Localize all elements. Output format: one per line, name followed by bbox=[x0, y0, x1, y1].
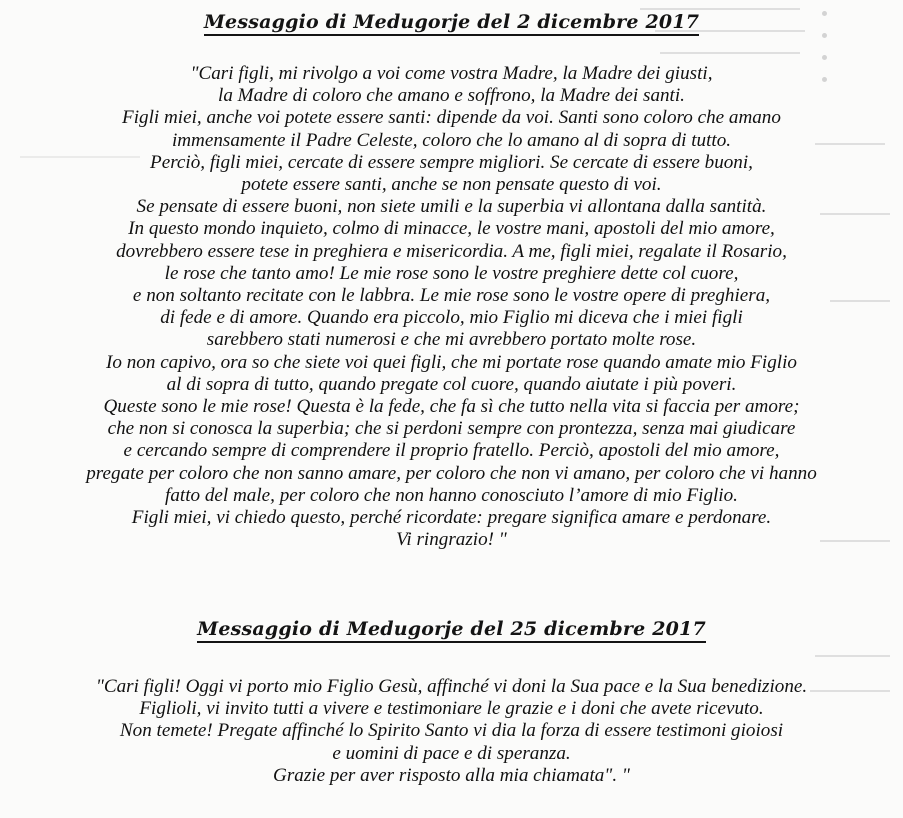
message-line: dovrebbero essere tese in preghiera e misericordia. A me, figli miei, regalate il Rosario, bbox=[116, 240, 787, 262]
bleed-through-dot bbox=[822, 55, 827, 60]
bleed-through-dot bbox=[822, 33, 827, 38]
message-line: di fede e di amore. Quando era piccolo, mio Figlio mi diceva che i miei figli bbox=[160, 307, 743, 329]
message-line: pregate per coloro che non sanno amare, per coloro che non vi amano, per coloro che vi hanno bbox=[86, 462, 817, 484]
message-line: Queste sono le mie rose! Questa è la fede, che fa sì che tutto nella vita si faccia per amore; bbox=[103, 396, 800, 418]
message-heading-text: Messaggio di Medugorje del 2 dicembre 2017 bbox=[204, 11, 699, 36]
message-heading bbox=[0, 11, 903, 33]
message-body bbox=[0, 63, 903, 551]
message-line: fatto del male, per coloro che non hanno conosciuto l’amore di mio Figlio. bbox=[165, 484, 738, 506]
message-line: "Cari figli, mi rivolgo a voi come vostra Madre, la Madre dei giusti, bbox=[190, 63, 713, 84]
message-line: Grazie per aver risposto alla mia chiamata". " bbox=[273, 764, 630, 786]
message-body bbox=[0, 676, 903, 787]
message-line: e cercando sempre di comprendere il proprio fratello. Perciò, apostoli del mio amore, bbox=[123, 440, 780, 462]
message-line: e non soltanto recitate con le labbra. Le mie rose sono le vostre opere di preghiera, bbox=[132, 285, 771, 307]
bleed-through-mark bbox=[815, 655, 890, 657]
message-line: al di sopra di tutto, quando pregate col cuore, quando aiutate i più poveri. bbox=[166, 373, 737, 395]
message-line: potete essere santi, anche se non pensate questo di voi. bbox=[241, 174, 662, 196]
message-line: Vi ringrazio! " bbox=[396, 529, 507, 551]
message-line: Figli miei, vi chiedo questo, perché ricordate: pregare significa amare e perdonare. bbox=[131, 507, 772, 529]
message-line: Figli miei, anche voi potete essere santi: dipende da voi. Santi sono coloro che amano bbox=[122, 107, 781, 129]
message-line: Se pensate di essere buoni, non siete umili e la superbia vi allontana dalla santità. bbox=[136, 196, 767, 218]
message-line: Io non capivo, ora so che siete voi quei figli, che mi portate rose quando amate mio Figlio bbox=[106, 351, 797, 373]
message-line: In questo mondo inquieto, colmo di minacce, le vostre mani, apostoli del mio amore, bbox=[128, 218, 775, 240]
message-line: Perciò, figli miei, cercate di essere sempre migliori. Se cercate di essere buoni, bbox=[150, 151, 753, 173]
message-line: che non si conosca la superbia; che si perdoni sempre con prontezza, senza mai giudicare bbox=[107, 418, 796, 440]
message-line: Non temete! Pregate affinché lo Spirito Santo vi dia la forza di essere testimoni gioiosi bbox=[119, 720, 784, 742]
bleed-through-mark bbox=[660, 52, 800, 54]
message-heading-text: Messaggio di Medugorje del 25 dicembre 2017 bbox=[197, 618, 706, 643]
message-line: Figlioli, vi invito tutti a vivere e testimoniare le grazie e i doni che avete ricevuto. bbox=[139, 698, 764, 720]
bleed-through-mark bbox=[640, 8, 800, 10]
message-line: immensamente il Padre Celeste, coloro che lo amano al di sopra di tutto. bbox=[171, 129, 732, 151]
message-heading bbox=[0, 618, 903, 640]
message-line: "Cari figli! Oggi vi porto mio Figlio Gesù, affinché vi doni la Sua pace e la Sua benedizione. bbox=[95, 676, 808, 697]
message-line: sarebbero stati numerosi e che mi avrebbero portato molte rose. bbox=[206, 329, 697, 351]
message-line: la Madre di coloro che amano e soffrono, la Madre dei santi. bbox=[218, 85, 685, 107]
message-line: e uomini di pace e di speranza. bbox=[332, 742, 571, 764]
message-line: le rose che tanto amo! Le mie rose sono le vostre preghiere dette col cuore, bbox=[164, 262, 739, 284]
